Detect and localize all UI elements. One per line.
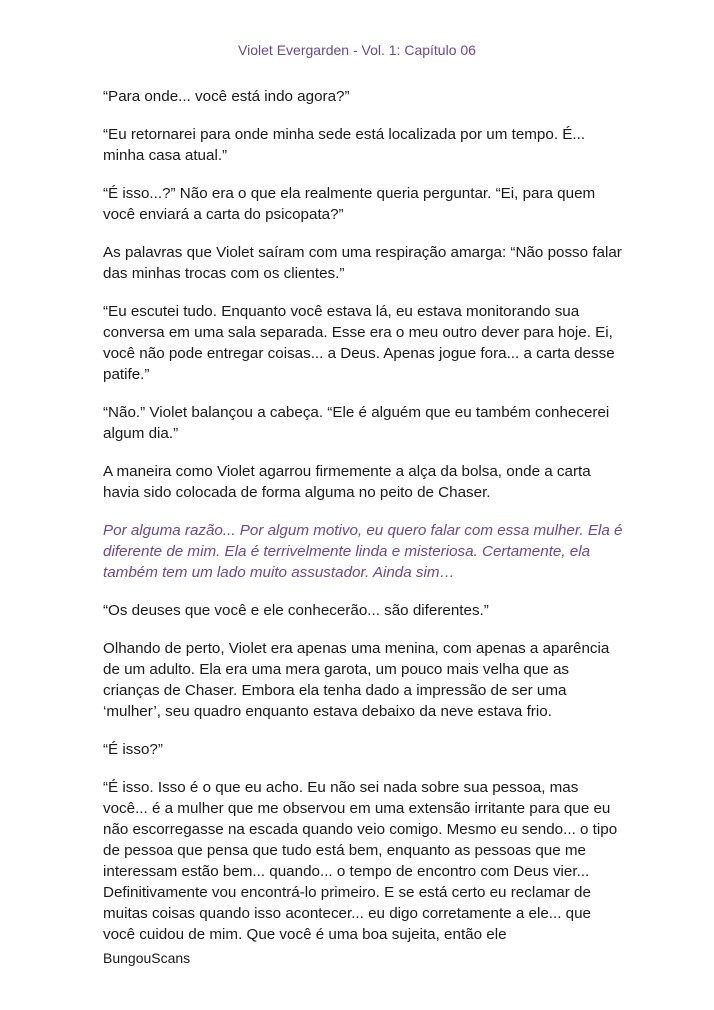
paragraph: “Eu retornarei para onde minha sede está localizada por um tempo. É... minha casa atual.” <box>103 126 586 164</box>
paragraph: “É isso...?” Não era o que ela realmente queria perguntar. “Ei, para quem você enviará a carta do psicopata?” <box>103 185 596 223</box>
inner-thought-paragraph: Por alguma razão... Por algum motivo, eu quero falar com essa mulher. Ela é diferente de mim. Ela é terrivelmente linda e misteriosa. Certamente, ela também tem um lado muito assustador. Ainda sim… <box>103 522 623 581</box>
paragraph: Olhando de perto, Violet era apenas uma menina, com apenas a aparência de um adulto. Ela era uma mera garota, um pouco mais velha que as crianças de Chaser. Embora ela tenha dado a impressão de ser uma ‘mulher’, seu quadro enquanto estava debaixo da neve estava frio. <box>103 640 610 720</box>
paragraph: As palavras que Violet saíram com uma respiração amarga: “Não posso falar das minhas trocas com os clientes.” <box>103 244 622 282</box>
chapter-body <box>103 86 623 962</box>
paragraph: A maneira como Violet agarrou firmemente a alça da bolsa, onde a carta havia sido colocada de forma alguma no peito de Chaser. <box>103 463 591 501</box>
page-header: Violet Evergarden - Vol. 1: Capítulo 06 <box>238 42 476 58</box>
paragraph: “É isso. Isso é o que eu acho. Eu não sei nada sobre sua pessoa, mas você... é a mulher que me observou em uma extensão irritante para que eu não escorregasse na escada quando veio comigo. Mesmo eu sendo... o tipo de pessoa que pensa que tudo está bem, enquanto as pessoas que me interessam estão bem... quando... o tempo de encontro com Deus vier... Definitivamente vou encontrá-lo primeiro. E se está certo eu reclamar de muitas coisas quando isso acontecer... eu digo corretamente a ele... que você cuidou de mim. Que você é uma boa sujeita, então ele <box>103 779 618 943</box>
page-footer: BungouScans <box>103 950 191 966</box>
paragraph: “Eu escutei tudo. Enquanto você estava lá, eu estava monitorando sua conversa em uma sala separada. Esse era o meu outro dever para hoje. Ei, você não pode entregar coisas... a Deus. Apenas jogue fora... a carta desse patife.” <box>103 303 615 383</box>
paragraph: “É isso?” <box>103 741 163 758</box>
paragraph: “Para onde... você está indo agora?” <box>103 88 350 105</box>
paragraph: “Os deuses que você e ele conhecerão... são diferentes.” <box>103 602 489 619</box>
paragraph: “Não.” Violet balançou a cabeça. “Ele é alguém que eu também conhecerei algum dia.” <box>103 404 610 442</box>
